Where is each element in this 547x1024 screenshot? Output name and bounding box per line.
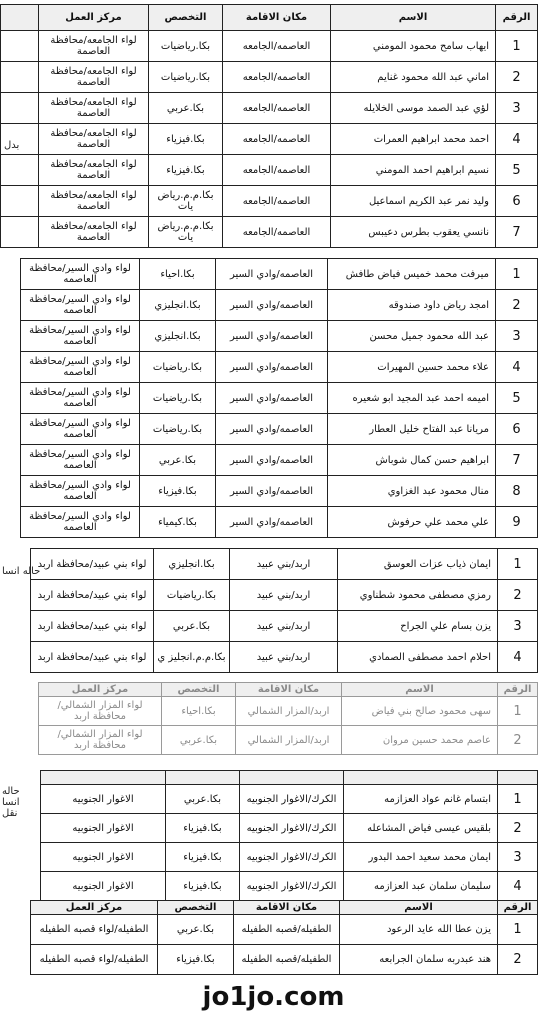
row-name: ابراهيم حسن كمال شوباش	[328, 445, 496, 476]
row-specialty: بكا.عربي	[158, 915, 234, 945]
table-row	[1, 62, 538, 93]
header-workplace: مركز العمل	[39, 5, 149, 31]
row-number: 6	[496, 414, 538, 445]
row-number: 2	[496, 62, 538, 93]
row-number: 5	[496, 383, 538, 414]
row-number: 3	[498, 843, 538, 872]
table-row	[41, 814, 538, 843]
row-specialty: بكا.رياضيات	[140, 352, 216, 383]
row-name: سهى محمود صالح بني فياض	[342, 697, 498, 726]
header-residence: مكان الاقامة	[223, 5, 331, 31]
table-row	[41, 872, 538, 901]
row-number: 2	[496, 290, 538, 321]
row-workplace: لواء وادي السير/محافظة العاصمه	[21, 290, 140, 321]
row-residence: العاصمه/وادي السير	[216, 259, 328, 290]
row-residence: العاصمه/الجامعه	[223, 217, 331, 248]
row-number: 1	[498, 915, 538, 945]
side-note-5: حاله انسا نقل	[2, 786, 20, 819]
row-workplace: لواء المزار الشمالي/محافظة اربد	[39, 726, 162, 755]
table-4	[38, 682, 538, 755]
row-number: 1	[496, 259, 538, 290]
row-residence: الكرك/الاغوار الجنوبيه	[240, 785, 344, 814]
row-extra	[1, 31, 39, 62]
table-row	[21, 383, 538, 414]
table-row	[21, 414, 538, 445]
row-name: بلقيس عيسى فياض المشاعله	[344, 814, 498, 843]
row-residence: اربد/بني عبيد	[230, 642, 338, 673]
row-workplace: لواء بني عبيد/محافظة اربد	[31, 611, 154, 642]
row-name: ابتسام غانم عواد العزازمه	[344, 785, 498, 814]
row-specialty: بكا.انجليزي	[140, 290, 216, 321]
row-workplace: لواء الجامعه/محافظة العاصمة	[39, 186, 149, 217]
header-name: الاسم	[331, 5, 496, 31]
row-name: وليد نمر عبد الكريم اسماعيل	[331, 186, 496, 217]
row-name: رمزي مصطفى محمود شطناوي	[338, 580, 498, 611]
row-workplace: لواء وادي السير/محافظة العاصمه	[21, 321, 140, 352]
header-no: الرقم	[498, 901, 538, 915]
row-workplace: الاغوار الجنوبيه	[41, 872, 166, 901]
row-residence: العاصمه/وادي السير	[216, 290, 328, 321]
row-workplace: لواء الجامعه/محافظة العاصمة	[39, 124, 149, 155]
table-row	[21, 445, 538, 476]
header-specialty	[166, 771, 240, 785]
table-header-row	[31, 901, 538, 915]
header-name: الاسم	[342, 683, 498, 697]
row-name: يزن بسام علي الجراح	[338, 611, 498, 642]
row-name: احمد محمد ابراهيم العمرات	[331, 124, 496, 155]
table-row	[1, 155, 538, 186]
table-row	[21, 476, 538, 507]
row-specialty: بكا.عربي	[140, 445, 216, 476]
row-workplace: لواء الجامعه/محافظة العاصمة	[39, 217, 149, 248]
row-name: احلام احمد مصطفى الصمادي	[338, 642, 498, 673]
row-name: لؤي عبد الصمد موسى الخلايله	[331, 93, 496, 124]
row-residence: اربد/المزار الشمالي	[236, 697, 342, 726]
table-block-6	[30, 900, 537, 975]
row-extra	[1, 62, 39, 93]
row-specialty: بكا.انجليزي	[154, 549, 230, 580]
row-number: 7	[496, 217, 538, 248]
header-residence: مكان الاقامة	[236, 683, 342, 697]
row-extra	[1, 93, 39, 124]
row-name: نانسي يعقوب بطرس دعيبس	[331, 217, 496, 248]
table-row	[31, 915, 538, 945]
table-row	[31, 945, 538, 975]
table-3	[30, 548, 538, 673]
row-extra	[1, 155, 39, 186]
row-name: سليمان سلمان عبد العزازمه	[344, 872, 498, 901]
row-residence: العاصمه/وادي السير	[216, 476, 328, 507]
row-residence: اربد/بني عبيد	[230, 580, 338, 611]
row-number: 1	[496, 31, 538, 62]
row-specialty: بكا.فيزياء	[149, 124, 223, 155]
row-specialty: بكا.رياضيات	[154, 580, 230, 611]
table-header-row	[39, 683, 538, 697]
row-name: نسيم ابراهيم احمد المومني	[331, 155, 496, 186]
row-residence: العاصمه/الجامعه	[223, 62, 331, 93]
row-name: عاصم محمد حسين مروان	[342, 726, 498, 755]
row-name: يزن عطا الله عايد الرعود	[340, 915, 498, 945]
row-workplace: لواء وادي السير/محافظة العاصمه	[21, 445, 140, 476]
row-specialty: بكا.فيزياء	[166, 872, 240, 901]
table-row	[1, 31, 538, 62]
table-row	[1, 217, 538, 248]
row-residence: العاصمه/الجامعه	[223, 31, 331, 62]
row-name: علي محمد علي حرفوش	[328, 507, 496, 538]
table-header-row	[41, 771, 538, 785]
row-name: ايمان محمد سعيد احمد البدور	[344, 843, 498, 872]
row-specialty: بكا.م.م.انجليز ي	[154, 642, 230, 673]
row-workplace: لواء الجامعه/محافظة العاصمة	[39, 31, 149, 62]
row-residence: العاصمه/وادي السير	[216, 445, 328, 476]
row-workplace: لواء الجامعه/محافظة العاصمة	[39, 62, 149, 93]
row-residence: العاصمه/الجامعه	[223, 186, 331, 217]
row-specialty: بكا.انجليزي	[140, 321, 216, 352]
table-row	[1, 186, 538, 217]
row-name: منال محمود عبد الغزاوي	[328, 476, 496, 507]
header-name	[344, 771, 498, 785]
row-residence: الطفيله/قصبه الطفيله	[234, 945, 340, 975]
row-workplace: الاغوار الجنوبيه	[41, 843, 166, 872]
row-number: 1	[498, 785, 538, 814]
table-row	[21, 507, 538, 538]
row-number: 4	[496, 124, 538, 155]
row-residence: العاصمه/وادي السير	[216, 352, 328, 383]
row-workplace: لواء الجامعه/محافظة العاصمة	[39, 155, 149, 186]
table-row	[31, 611, 538, 642]
row-specialty: بكا.فيزياء	[158, 945, 234, 975]
header-specialty: التخصص	[158, 901, 234, 915]
row-number: 7	[496, 445, 538, 476]
row-residence: العاصمه/الجامعه	[223, 124, 331, 155]
header-no	[498, 771, 538, 785]
row-workplace: لواء بني عبيد/محافظة اربد	[31, 642, 154, 673]
side-note-3: حاله انسا	[2, 566, 41, 577]
row-workplace: لواء الجامعه/محافظة العاصمة	[39, 93, 149, 124]
row-name: امجد رياض داود صندوقه	[328, 290, 496, 321]
table-2	[20, 258, 538, 538]
row-extra	[1, 217, 39, 248]
table-row	[39, 697, 538, 726]
row-workplace: لواء وادي السير/محافظة العاصمه	[21, 476, 140, 507]
row-specialty: بكا.احياء	[162, 697, 236, 726]
row-residence: الكرك/الاغوار الجنوبيه	[240, 843, 344, 872]
row-specialty: بكا.فيزياء	[166, 843, 240, 872]
row-residence: العاصمه/وادي السير	[216, 507, 328, 538]
header-workplace: مركز العمل	[31, 901, 158, 915]
row-workplace: لواء وادي السير/محافظة العاصمه	[21, 383, 140, 414]
row-workplace: الطفيله/لواء قصبه الطفيله	[31, 945, 158, 975]
row-specialty: بكا.عربي	[162, 726, 236, 755]
row-name: علاء محمد حسين المهيرات	[328, 352, 496, 383]
row-number: 2	[498, 580, 538, 611]
row-workplace: لواء وادي السير/محافظة العاصمه	[21, 507, 140, 538]
row-number: 5	[496, 155, 538, 186]
table-block-1	[0, 4, 537, 248]
row-workplace: لواء وادي السير/محافظة العاصمه	[21, 259, 140, 290]
row-workplace: لواء المزار الشمالي/محافظة اربد	[39, 697, 162, 726]
row-name: ايهاب سامح محمود المومني	[331, 31, 496, 62]
header-no: الرقم	[498, 683, 538, 697]
row-residence: العاصمه/الجامعه	[223, 93, 331, 124]
row-specialty: بكا.فيزياء	[166, 814, 240, 843]
table-row	[21, 321, 538, 352]
row-specialty: بكا.م.م.رياض يات	[149, 217, 223, 248]
row-residence: العاصمه/وادي السير	[216, 383, 328, 414]
header-specialty: التخصص	[162, 683, 236, 697]
row-specialty: بكا.عربي	[149, 93, 223, 124]
row-number: 6	[496, 186, 538, 217]
row-number: 3	[496, 321, 538, 352]
header-extra	[1, 5, 39, 31]
row-number: 4	[498, 872, 538, 901]
header-workplace: مركز العمل	[39, 683, 162, 697]
row-workplace: الاغوار الجنوبيه	[41, 814, 166, 843]
table-header-row	[1, 5, 538, 31]
row-name: ميرفت محمد خميس فياض طافش	[328, 259, 496, 290]
table-5	[40, 770, 538, 901]
row-number: 2	[498, 814, 538, 843]
row-residence: اربد/بني عبيد	[230, 611, 338, 642]
row-workplace: لواء وادي السير/محافظة العاصمه	[21, 352, 140, 383]
row-specialty: بكا.رياضيات	[140, 414, 216, 445]
row-name: ايمان ذياب عزات العوسق	[338, 549, 498, 580]
row-residence: الكرك/الاغوار الجنوبيه	[240, 872, 344, 901]
header-residence	[240, 771, 344, 785]
row-number: 4	[496, 352, 538, 383]
row-residence: العاصمه/وادي السير	[216, 321, 328, 352]
row-specialty: بكا.عربي	[154, 611, 230, 642]
row-number: 9	[496, 507, 538, 538]
row-residence: الكرك/الاغوار الجنوبيه	[240, 814, 344, 843]
table-row	[31, 580, 538, 611]
header-workplace	[41, 771, 166, 785]
row-specialty: بكا.م.م.رياض يات	[149, 186, 223, 217]
row-number: 3	[498, 611, 538, 642]
table-block-5	[2, 770, 537, 901]
row-name: هند عبدربه سلمان الجرابعه	[340, 945, 498, 975]
table-row	[41, 843, 538, 872]
row-residence: اربد/بني عبيد	[230, 549, 338, 580]
row-workplace: الاغوار الجنوبيه	[41, 785, 166, 814]
table-row	[31, 549, 538, 580]
table-block-3	[2, 548, 537, 673]
table-row	[21, 259, 538, 290]
row-residence: العاصمه/وادي السير	[216, 414, 328, 445]
row-number: 4	[498, 642, 538, 673]
table-row	[1, 124, 538, 155]
row-number: 2	[498, 726, 538, 755]
header-name: الاسم	[340, 901, 498, 915]
row-number: 1	[498, 697, 538, 726]
site-watermark: jo1jo.com	[202, 982, 345, 1012]
row-residence: العاصمه/الجامعه	[223, 155, 331, 186]
row-workplace: الطفيله/لواء قصبه الطفيله	[31, 915, 158, 945]
row-name: عبد الله محمود جميل محسن	[328, 321, 496, 352]
table-row	[39, 726, 538, 755]
table-block-4	[38, 682, 537, 755]
row-residence: اربد/المزار الشمالي	[236, 726, 342, 755]
row-specialty: بكا.رياضيات	[149, 31, 223, 62]
row-number: 8	[496, 476, 538, 507]
side-note-1: بدل	[4, 140, 20, 151]
row-workplace: لواء بني عبيد/محافظة اربد	[31, 580, 154, 611]
table-1	[0, 4, 538, 248]
row-number: 1	[498, 549, 538, 580]
row-name: اماني عبد الله محمود غنايم	[331, 62, 496, 93]
row-name: مريانا عبد الفتاح خليل العطار	[328, 414, 496, 445]
row-workplace: لواء وادي السير/محافظة العاصمه	[21, 414, 140, 445]
row-extra	[1, 186, 39, 217]
table-row	[31, 642, 538, 673]
header-no: الرقم	[496, 5, 538, 31]
table-6	[30, 900, 538, 975]
row-name: اميمه احمد عبد المجيد ابو شعيره	[328, 383, 496, 414]
row-number: 3	[496, 93, 538, 124]
row-specialty: بكا.فيزياء	[149, 155, 223, 186]
row-residence: الطفيله/قصبه الطفيله	[234, 915, 340, 945]
row-workplace: لواء بني عبيد/محافظة اربد	[31, 549, 154, 580]
row-specialty: بكا.رياضيات	[140, 383, 216, 414]
row-specialty: بكا.احياء	[140, 259, 216, 290]
row-specialty: بكا.كيمياء	[140, 507, 216, 538]
table-row	[41, 785, 538, 814]
table-row	[21, 290, 538, 321]
row-specialty: بكا.رياضيات	[149, 62, 223, 93]
table-block-2	[20, 258, 537, 538]
table-row	[1, 93, 538, 124]
header-residence: مكان الاقامة	[234, 901, 340, 915]
row-specialty: بكا.عربي	[166, 785, 240, 814]
row-specialty: بكا.فيزياء	[140, 476, 216, 507]
row-number: 2	[498, 945, 538, 975]
table-row	[21, 352, 538, 383]
header-specialty: التخصص	[149, 5, 223, 31]
